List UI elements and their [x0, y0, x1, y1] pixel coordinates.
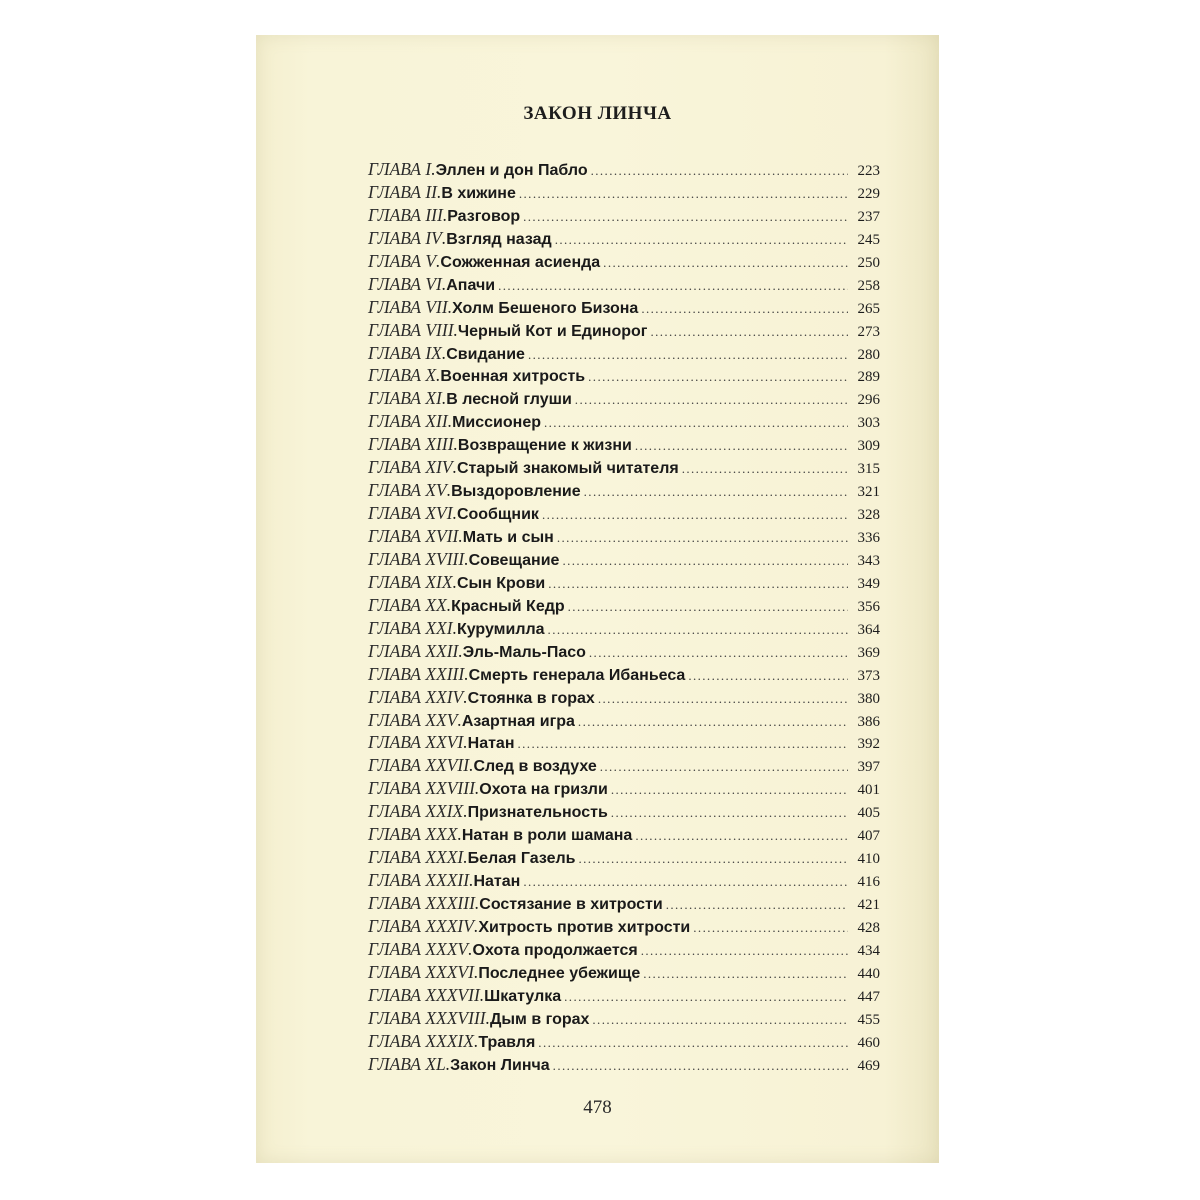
chapter-title: Травля	[478, 1033, 536, 1051]
chapter-title: Хитрость против хитрости	[478, 918, 691, 936]
dot-leader	[643, 963, 848, 986]
toc-entry: ГЛАВА XXIX . Признательность ..... 405	[368, 800, 880, 823]
toc-entry: ГЛАВА X . Военная хитрость ..... 289	[368, 364, 880, 387]
toc-entry: ГЛАВА XVII . Мать и сын ..... 336	[368, 525, 880, 548]
chapter-number: ГЛАВА XXXIII	[368, 893, 475, 913]
toc-entry: ГЛАВА XXXVII . Шкатулка ..... 447	[368, 984, 880, 1007]
dot-leader	[568, 596, 848, 619]
chapter-number: ГЛАВА X	[368, 365, 437, 386]
toc-entry: ГЛАВА XVIII . Совещание ..... 343	[368, 548, 880, 571]
dot-leader	[578, 848, 848, 871]
dot-leader	[518, 733, 849, 756]
dot-leader	[603, 252, 848, 275]
chapter-number: ГЛАВА XXI	[368, 617, 453, 638]
dot-leader	[562, 550, 848, 573]
chapter-number: ГЛАВА XXIX	[368, 801, 464, 822]
page-ref: 289	[857, 369, 880, 386]
chapter-number: ГЛАВА XXVIII	[368, 778, 475, 799]
toc-entry: ГЛАВА XXIII . Смерть генерала Ибаньеса ..... 373	[368, 663, 880, 686]
page-ref: 265	[857, 300, 880, 317]
chapter-title: Эль-Маль-Пасо	[462, 643, 586, 661]
chapter-number: ГЛАВА XVII	[368, 526, 459, 546]
chapter-title: Последнее убежище	[478, 964, 641, 982]
page-ref: 469	[857, 1057, 880, 1074]
dot-leader	[519, 183, 848, 206]
page-ref: 392	[857, 736, 880, 753]
toc-entry: ГЛАВА XXII . Эль-Маль-Пасо ..... 369	[368, 640, 880, 663]
page-ref: 407	[857, 828, 880, 845]
dot-leader	[557, 527, 848, 550]
dot-leader	[641, 298, 848, 321]
chapter-number: ГЛАВА XXXVI	[368, 961, 474, 982]
chapter-number: ГЛАВА XV	[368, 480, 447, 501]
chapter-number: ГЛАВА XVI	[368, 503, 453, 524]
chapter-number: ГЛАВА XXIII	[368, 663, 465, 684]
chapter-number: ГЛАВА V	[368, 250, 437, 271]
toc-entry: ГЛАВА XL . Закон Линча ..... 469	[368, 1053, 880, 1076]
chapter-number: ГЛАВА XXII	[368, 640, 459, 661]
chapter-title: Смерть генерала Ибаньеса	[468, 666, 686, 684]
page-ref: 416	[857, 874, 880, 891]
toc-entry: ГЛАВА XXV . Азартная игра ..... 386	[368, 709, 880, 732]
page-ref: 273	[857, 323, 880, 340]
chapter-number: ГЛАВА VI	[368, 273, 442, 294]
chapter-title: Закон Линча	[450, 1056, 550, 1074]
dot-leader	[693, 917, 848, 940]
chapter-number: ГЛАВА II	[368, 181, 438, 202]
dot-leader	[688, 665, 848, 688]
chapter-title: Курумилла	[456, 620, 545, 638]
dot-leader	[548, 573, 848, 596]
toc-entry: ГЛАВА IX . Свидание ..... 280	[368, 342, 880, 365]
chapter-number: ГЛАВА XIII	[368, 434, 454, 455]
chapter-title: Миссионер	[452, 414, 541, 432]
page-ref: 303	[857, 415, 880, 432]
chapter-title: Сын Крови	[456, 574, 546, 592]
toc-entry: ГЛАВА XXXI . Белая Газель ..... 410	[368, 846, 880, 869]
chapter-number: ГЛАВА XII	[368, 411, 448, 432]
toc-entry: ГЛАВА XXIV . Стоянка в горах ..... 380	[368, 686, 880, 709]
page-ref: 364	[857, 621, 880, 638]
chapter-number: ГЛАВА XXXII	[368, 870, 470, 891]
chapter-number: ГЛАВА XIX	[368, 571, 453, 592]
toc-entry: ГЛАВА XII . Миссионер ..... 303	[368, 410, 880, 433]
dot-leader	[666, 894, 848, 917]
chapter-title: Свидание	[446, 345, 525, 363]
toc-entry: ГЛАВА XIV . Старый знакомый читателя ..... 315	[368, 456, 880, 479]
dot-leader	[598, 688, 848, 711]
toc-entry: ГЛАВА XXXVIII . Дым в горах ..... 455	[368, 1007, 880, 1030]
toc-entry: ГЛАВА XIX . Сын Крови ..... 349	[368, 571, 880, 594]
toc-entry: ГЛАВА XXVII . След в воздухе ..... 397	[368, 754, 880, 777]
chapter-title: Старый знакомый читателя	[456, 460, 679, 478]
chapter-number: ГЛАВА XXV	[368, 709, 458, 730]
chapter-title: В лесной глуши	[446, 391, 572, 409]
page-ref: 296	[857, 392, 880, 409]
toc-entry: ГЛАВА II . В хижине ..... 229	[368, 181, 880, 204]
dot-leader	[589, 642, 848, 665]
dot-leader	[578, 711, 848, 734]
dot-leader	[523, 206, 848, 229]
chapter-title: Натан	[473, 873, 521, 891]
chapter-number: ГЛАВА IV	[368, 227, 442, 248]
chapter-number: ГЛАВА XXVII	[368, 755, 470, 776]
page-ref: 343	[857, 552, 880, 569]
chapter-title: Мать и сын	[462, 529, 554, 546]
page-ref: 397	[857, 759, 880, 776]
dot-leader	[523, 871, 848, 894]
dot-leader	[611, 779, 848, 802]
chapter-title: Взгляд назад	[446, 230, 552, 248]
dot-leader	[592, 1009, 848, 1032]
page-ref: 440	[857, 965, 880, 982]
dot-leader	[555, 229, 848, 252]
page-ref: 401	[857, 782, 880, 799]
chapter-title: Апачи	[446, 276, 496, 294]
chapter-number: ГЛАВА XIV	[368, 457, 453, 478]
page-ref: 223	[857, 163, 880, 179]
chapter-number: ГЛАВА VII	[368, 296, 448, 317]
page-ref: 373	[857, 667, 880, 684]
book-page	[256, 35, 939, 1163]
chapter-number: ГЛАВА XL	[368, 1053, 446, 1074]
chapter-title: Признательность	[467, 804, 608, 822]
chapter-title: Натан в роли шамана	[461, 827, 633, 845]
toc-entry: ГЛАВА XXXV . Охота продолжается ..... 434	[368, 938, 880, 961]
toc-entry: ГЛАВА XXXVI . Последнее убежище ..... 440	[368, 961, 880, 984]
chapter-number: ГЛАВА IX	[368, 342, 442, 363]
chapter-number: ГЛАВА XXXVII	[368, 984, 480, 1005]
toc-entry: ГЛАВА XXVIII . Охота на гризли ..... 401	[368, 777, 880, 800]
chapter-title: Холм Бешеного Бизона	[452, 299, 639, 317]
toc-entry: ГЛАВА XXI . Курумилла ..... 364	[368, 617, 880, 640]
page-ref: 455	[857, 1011, 880, 1028]
dot-leader	[650, 321, 848, 344]
dot-leader	[498, 275, 848, 298]
toc-entry: ГЛАВА XXXIII . Состязание в хитрости ..... 421	[368, 892, 880, 915]
chapter-title: Шкатулка	[484, 987, 562, 1005]
toc-entry: ГЛАВА XV . Выздоровление ..... 321	[368, 479, 880, 502]
chapter-title: Охота на гризли	[479, 781, 608, 799]
chapter-number: ГЛАВА XXXI	[368, 847, 464, 868]
toc-entry: ГЛАВА XVI . Сообщник ..... 328	[368, 502, 880, 525]
chapter-number: ГЛАВА XI	[368, 388, 442, 409]
page-ref: 309	[857, 438, 880, 455]
chapter-title: Дым в горах	[489, 1010, 590, 1028]
toc-entry: ГЛАВА VI . Апачи ..... 258	[368, 273, 880, 296]
chapter-number: ГЛАВА XX	[368, 594, 447, 615]
table-of-contents	[368, 158, 880, 1076]
chapter-number: ГЛАВА XXXV	[368, 938, 469, 959]
page-ref: 447	[857, 988, 880, 1005]
section-title: ЗАКОН ЛИНЧА	[523, 103, 672, 124]
page-ref: 410	[857, 851, 880, 868]
dot-leader	[528, 344, 848, 367]
chapter-number: ГЛАВА III	[368, 204, 443, 225]
dot-leader	[588, 366, 848, 389]
toc-entry: ГЛАВА VIII . Черный Кот и Единорог ..... 273	[368, 319, 880, 342]
chapter-title: Красный Кедр	[451, 597, 565, 615]
chapter-title: Сообщник	[456, 506, 539, 524]
chapter-title: Военная хитрость	[440, 368, 586, 386]
page-ref: 245	[857, 231, 880, 248]
dot-leader	[553, 1055, 848, 1078]
chapter-number: ГЛАВА I	[368, 159, 432, 179]
chapter-number: ГЛАВА XVIII	[368, 548, 465, 569]
chapter-title: Возвращение к жизни	[457, 437, 632, 455]
page-ref: 258	[857, 277, 880, 294]
page-ref: 460	[857, 1034, 880, 1051]
chapter-number: ГЛАВА XXXIX	[368, 1030, 474, 1051]
chapter-title: Натан	[467, 735, 515, 753]
toc-entry: ГЛАВА III . Разговор ..... 237	[368, 204, 880, 227]
dot-leader	[548, 619, 848, 642]
toc-entry: ГЛАВА XXX . Натан в роли шамана ..... 407	[368, 823, 880, 846]
chapter-number: ГЛАВА VIII	[368, 319, 454, 340]
dot-leader	[682, 458, 848, 481]
chapter-title: Выздоровление	[451, 483, 581, 501]
chapter-title: Сожженная асиенда	[440, 253, 601, 271]
page-ref: 356	[857, 598, 880, 615]
chapter-title: В хижине	[441, 184, 516, 202]
chapter-title: Совещание	[468, 551, 560, 569]
toc-entry: ГЛАВА XXVI . Натан ..... 392	[368, 731, 880, 754]
toc-entry: ГЛАВА XXXII . Натан ..... 416	[368, 869, 880, 892]
toc-entry: ГЛАВА VII . Холм Бешеного Бизона ..... 265	[368, 296, 880, 319]
page-ref: 386	[857, 713, 880, 730]
chapter-number: ГЛАВА XXVI	[368, 732, 464, 753]
toc-entry: ГЛАВА XX . Красный Кедр ..... 356	[368, 594, 880, 617]
dot-leader	[591, 160, 848, 183]
toc-entry: ГЛАВА IV . Взгляд назад ..... 245	[368, 227, 880, 250]
dot-leader	[635, 825, 848, 848]
chapter-title: Охота продолжается	[472, 941, 638, 959]
dot-leader	[641, 940, 848, 963]
dot-leader	[544, 412, 848, 435]
dot-leader	[575, 389, 848, 412]
toc-entry: ГЛАВА XIII . Возвращение к жизни ..... 309	[368, 433, 880, 456]
page-ref: 421	[857, 897, 880, 913]
page-ref: 229	[857, 185, 880, 202]
dot-leader	[542, 504, 848, 527]
page-ref: 434	[857, 942, 880, 959]
page-ref: 328	[857, 507, 880, 524]
chapter-title: Эллен и дон Пабло	[435, 162, 588, 179]
chapter-title: След в воздухе	[473, 758, 597, 776]
chapter-title: Белая Газель	[467, 850, 576, 868]
page-ref: 321	[857, 484, 880, 501]
chapter-title: Разговор	[447, 207, 521, 225]
page-ref: 336	[857, 530, 880, 546]
dot-leader	[564, 986, 848, 1009]
toc-entry: ГЛАВА I . Эллен и дон Пабло ..... 223	[368, 158, 880, 181]
page-ref: 380	[857, 690, 880, 707]
chapter-title: Состязание в хитрости	[479, 896, 663, 913]
chapter-number: ГЛАВА XXXVIII	[368, 1007, 486, 1028]
chapter-number: ГЛАВА XXXIV	[368, 915, 474, 936]
page-ref: 369	[857, 644, 880, 661]
toc-entry: ГЛАВА V . Сожженная асиенда ..... 250	[368, 250, 880, 273]
page-ref: 280	[857, 346, 880, 363]
page-ref: 405	[857, 805, 880, 822]
page-number: 478	[583, 1097, 612, 1118]
chapter-number: ГЛАВА XXIV	[368, 686, 464, 707]
toc-entry: ГЛАВА XI . В лесной глуши ..... 296	[368, 387, 880, 410]
dot-leader	[538, 1032, 848, 1055]
dot-leader	[611, 802, 848, 825]
chapter-title: Черный Кот и Единорог	[457, 322, 648, 340]
chapter-title: Азартная игра	[461, 712, 575, 730]
page-ref: 428	[857, 919, 880, 936]
chapter-number: ГЛАВА XXX	[368, 824, 458, 845]
dot-leader	[600, 756, 848, 779]
page-ref: 315	[857, 461, 880, 478]
chapter-title: Стоянка в горах	[467, 689, 595, 707]
dot-leader	[584, 481, 848, 504]
toc-entry: ГЛАВА XXXIX . Травля ..... 460	[368, 1030, 880, 1053]
page-ref: 250	[857, 254, 880, 271]
page-ref: 349	[857, 575, 880, 592]
dot-leader	[635, 435, 848, 458]
page-ref: 237	[857, 208, 880, 225]
toc-entry: ГЛАВА XXXIV . Хитрость против хитрости ..... 428	[368, 915, 880, 938]
